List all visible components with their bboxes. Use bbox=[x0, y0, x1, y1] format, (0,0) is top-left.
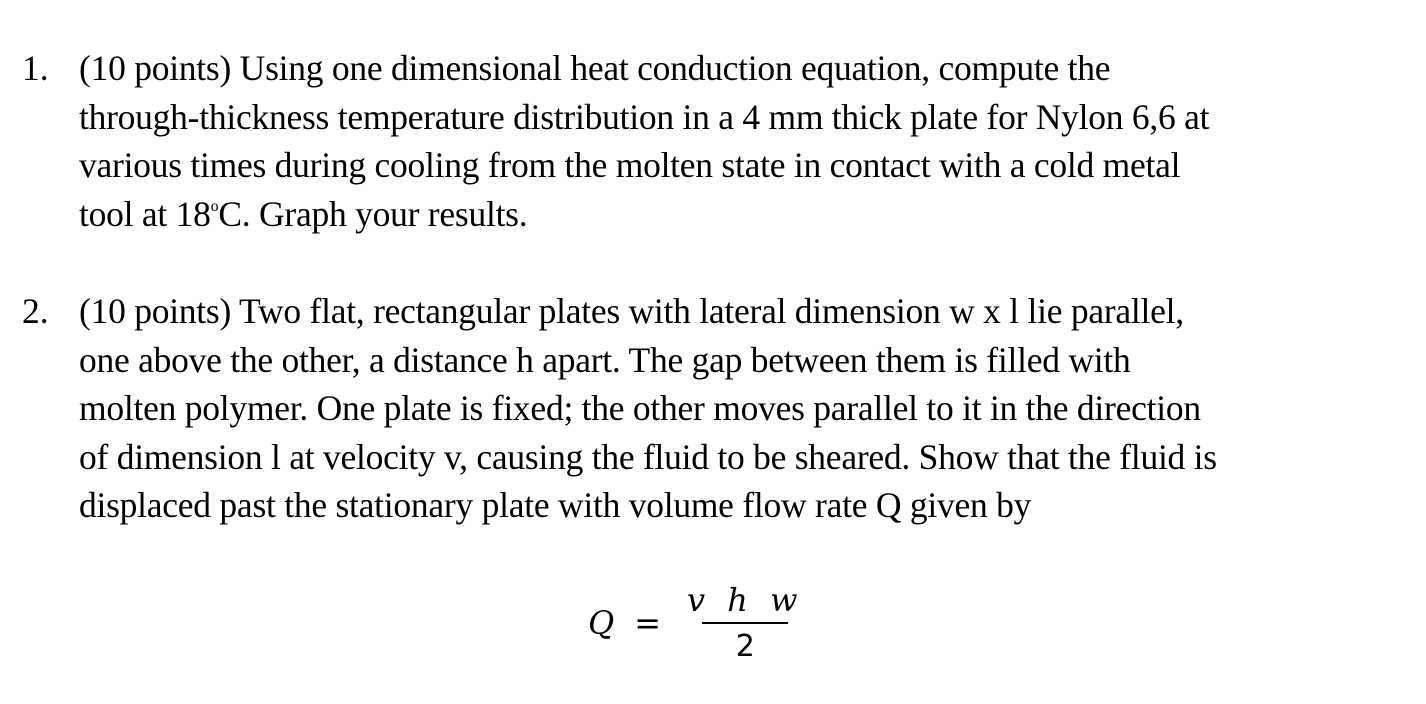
text-line: of dimension l at velocity v, causing the fluid to be sheared. Show that the fluid is bbox=[79, 436, 1217, 477]
text-line: (10 points) Two flat, rectangular plates with lateral dimension w x l lie parallel, bbox=[79, 291, 1184, 331]
problem-text bbox=[79, 44, 1417, 238]
degree-symbol: o bbox=[210, 197, 219, 215]
text-segment: tool at 18 bbox=[79, 193, 211, 234]
fraction-numerator: v h w bbox=[687, 581, 804, 619]
problem-2 bbox=[22, 287, 1417, 530]
flow-rate-equation bbox=[588, 578, 807, 668]
problem-1 bbox=[22, 44, 1417, 238]
problem-number: 2. bbox=[22, 291, 49, 331]
fraction-denominator: 2 bbox=[735, 629, 755, 664]
text-segment: C. Graph your results. bbox=[218, 193, 528, 234]
problem-number: 1. bbox=[22, 48, 49, 88]
text-line: molten polymer. One plate is fixed; the other moves parallel to it in the direction bbox=[79, 388, 1201, 428]
text-line: various times during cooling from the molten state in contact with a cold metal bbox=[79, 145, 1181, 185]
text-line: through-thickness temperature distribution in a 4 mm thick plate for Nylon 6,6 at bbox=[79, 96, 1210, 137]
text-line bbox=[79, 190, 1417, 239]
text-line: (10 points) Using one dimensional heat conduction equation, compute the bbox=[79, 48, 1111, 88]
fraction bbox=[683, 581, 807, 664]
equation-lhs: Q bbox=[588, 604, 615, 642]
problem-text bbox=[79, 287, 1417, 530]
text-line: one above the other, a distance h apart. The gap between them is filled with bbox=[79, 339, 1131, 380]
text-line: displaced past the stationary plate with volume flow rate Q given by bbox=[79, 485, 1032, 525]
equals-sign: = bbox=[634, 604, 662, 642]
